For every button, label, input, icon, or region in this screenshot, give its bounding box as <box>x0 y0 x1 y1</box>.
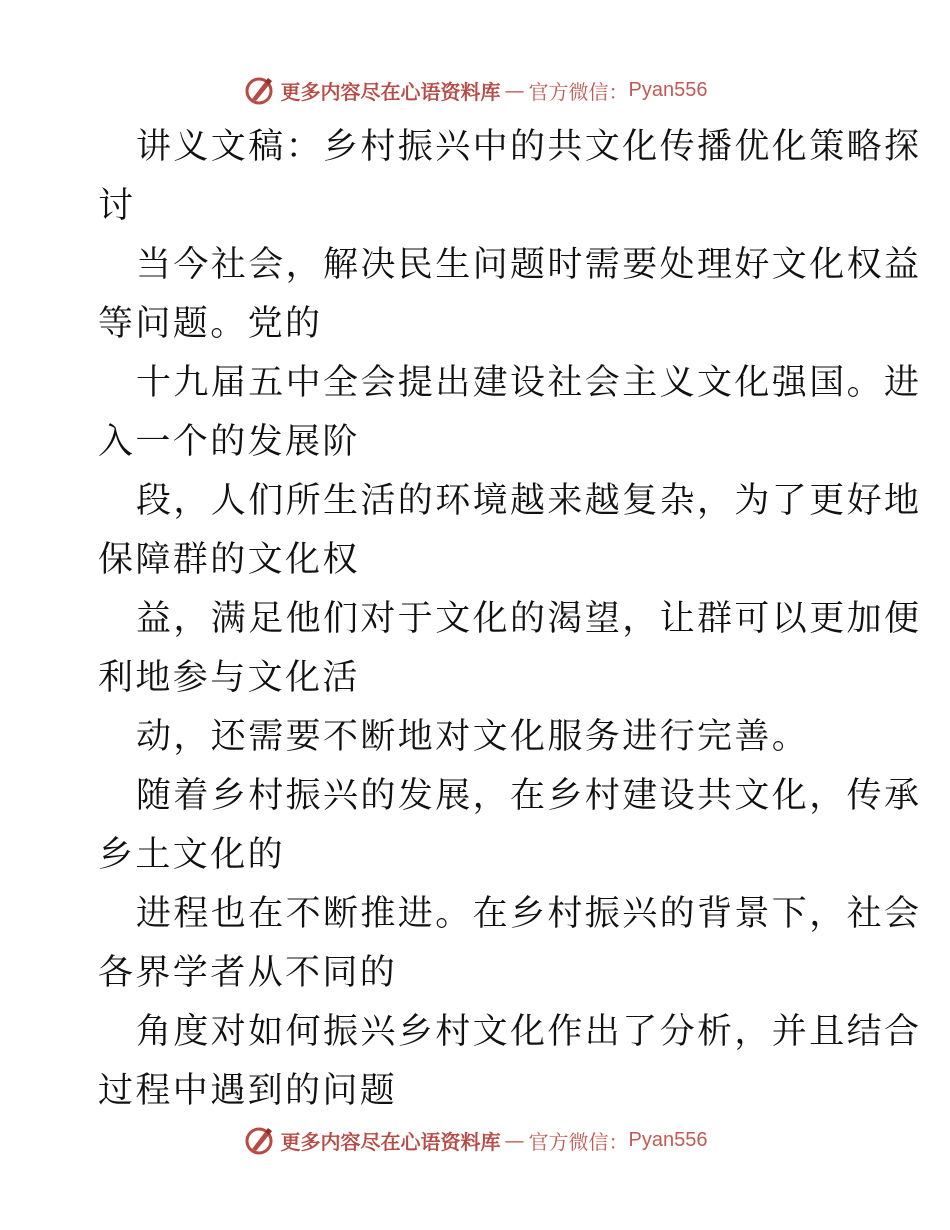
footer-separator: — <box>504 1128 525 1152</box>
line-continuation: 等问题。党的 <box>98 304 323 344</box>
line-text: 随着乡村振兴的发展，在乡村建设共文化，传承 <box>136 776 922 816</box>
document-title <box>98 118 922 236</box>
line-continuation: 各界学者从不同的 <box>98 953 398 993</box>
line-text: 动，还需要不断地对文化服务进行完善。 <box>136 717 810 757</box>
line-continuation: 讨 <box>98 186 136 226</box>
header-wechat-id: Pyan556 <box>628 78 708 101</box>
paragraph <box>98 354 922 472</box>
line-text: 角度对如何振兴乡村文化作出了分析，并且结合 <box>136 1012 922 1052</box>
footer-ad-text: 更多内容尽在心语资料库 <box>280 1129 501 1154</box>
line-continuation: 利地参与文化活 <box>98 658 360 698</box>
pen-logo-icon <box>243 1124 275 1156</box>
paragraph <box>98 767 922 885</box>
paragraph <box>98 590 922 708</box>
footer-wechat-label: 官方微信： <box>528 1129 629 1154</box>
document-body <box>98 118 922 1121</box>
header-ad-text: 更多内容尽在心语资料库 <box>280 79 501 104</box>
paragraph <box>98 472 922 590</box>
header-wechat-label: 官方微信： <box>528 79 629 104</box>
header-separator: — <box>504 78 525 102</box>
line-text: 十九届五中全会提出建设社会主义文化强国。进 <box>136 363 922 403</box>
line-text: 讲义文稿：乡村振兴中的共文化传播优化策略探 <box>136 127 922 167</box>
footer-wechat-id: Pyan556 <box>628 1128 708 1151</box>
paragraph <box>98 1003 922 1121</box>
header-banner <box>0 70 950 110</box>
line-continuation: 过程中遇到的问题 <box>98 1071 398 1111</box>
line-text: 当今社会，解决民生问题时需要处理好文化权益 <box>136 245 922 285</box>
paragraph <box>98 708 858 767</box>
pen-logo-icon <box>243 74 275 106</box>
line-text: 益，满足他们对于文化的渴望，让群可以更加便 <box>136 599 922 639</box>
footer-banner <box>0 1120 950 1160</box>
paragraph <box>98 236 922 354</box>
line-continuation: 乡土文化的 <box>98 835 286 875</box>
line-text: 进程也在不断推进。在乡村振兴的背景下，社会 <box>136 894 922 934</box>
line-text: 段，人们所生活的环境越来越复杂，为了更好地 <box>136 481 922 521</box>
line-continuation: 保障群的文化权 <box>98 540 360 580</box>
paragraph <box>98 885 922 1003</box>
line-continuation: 入一个的发展阶 <box>98 422 360 462</box>
